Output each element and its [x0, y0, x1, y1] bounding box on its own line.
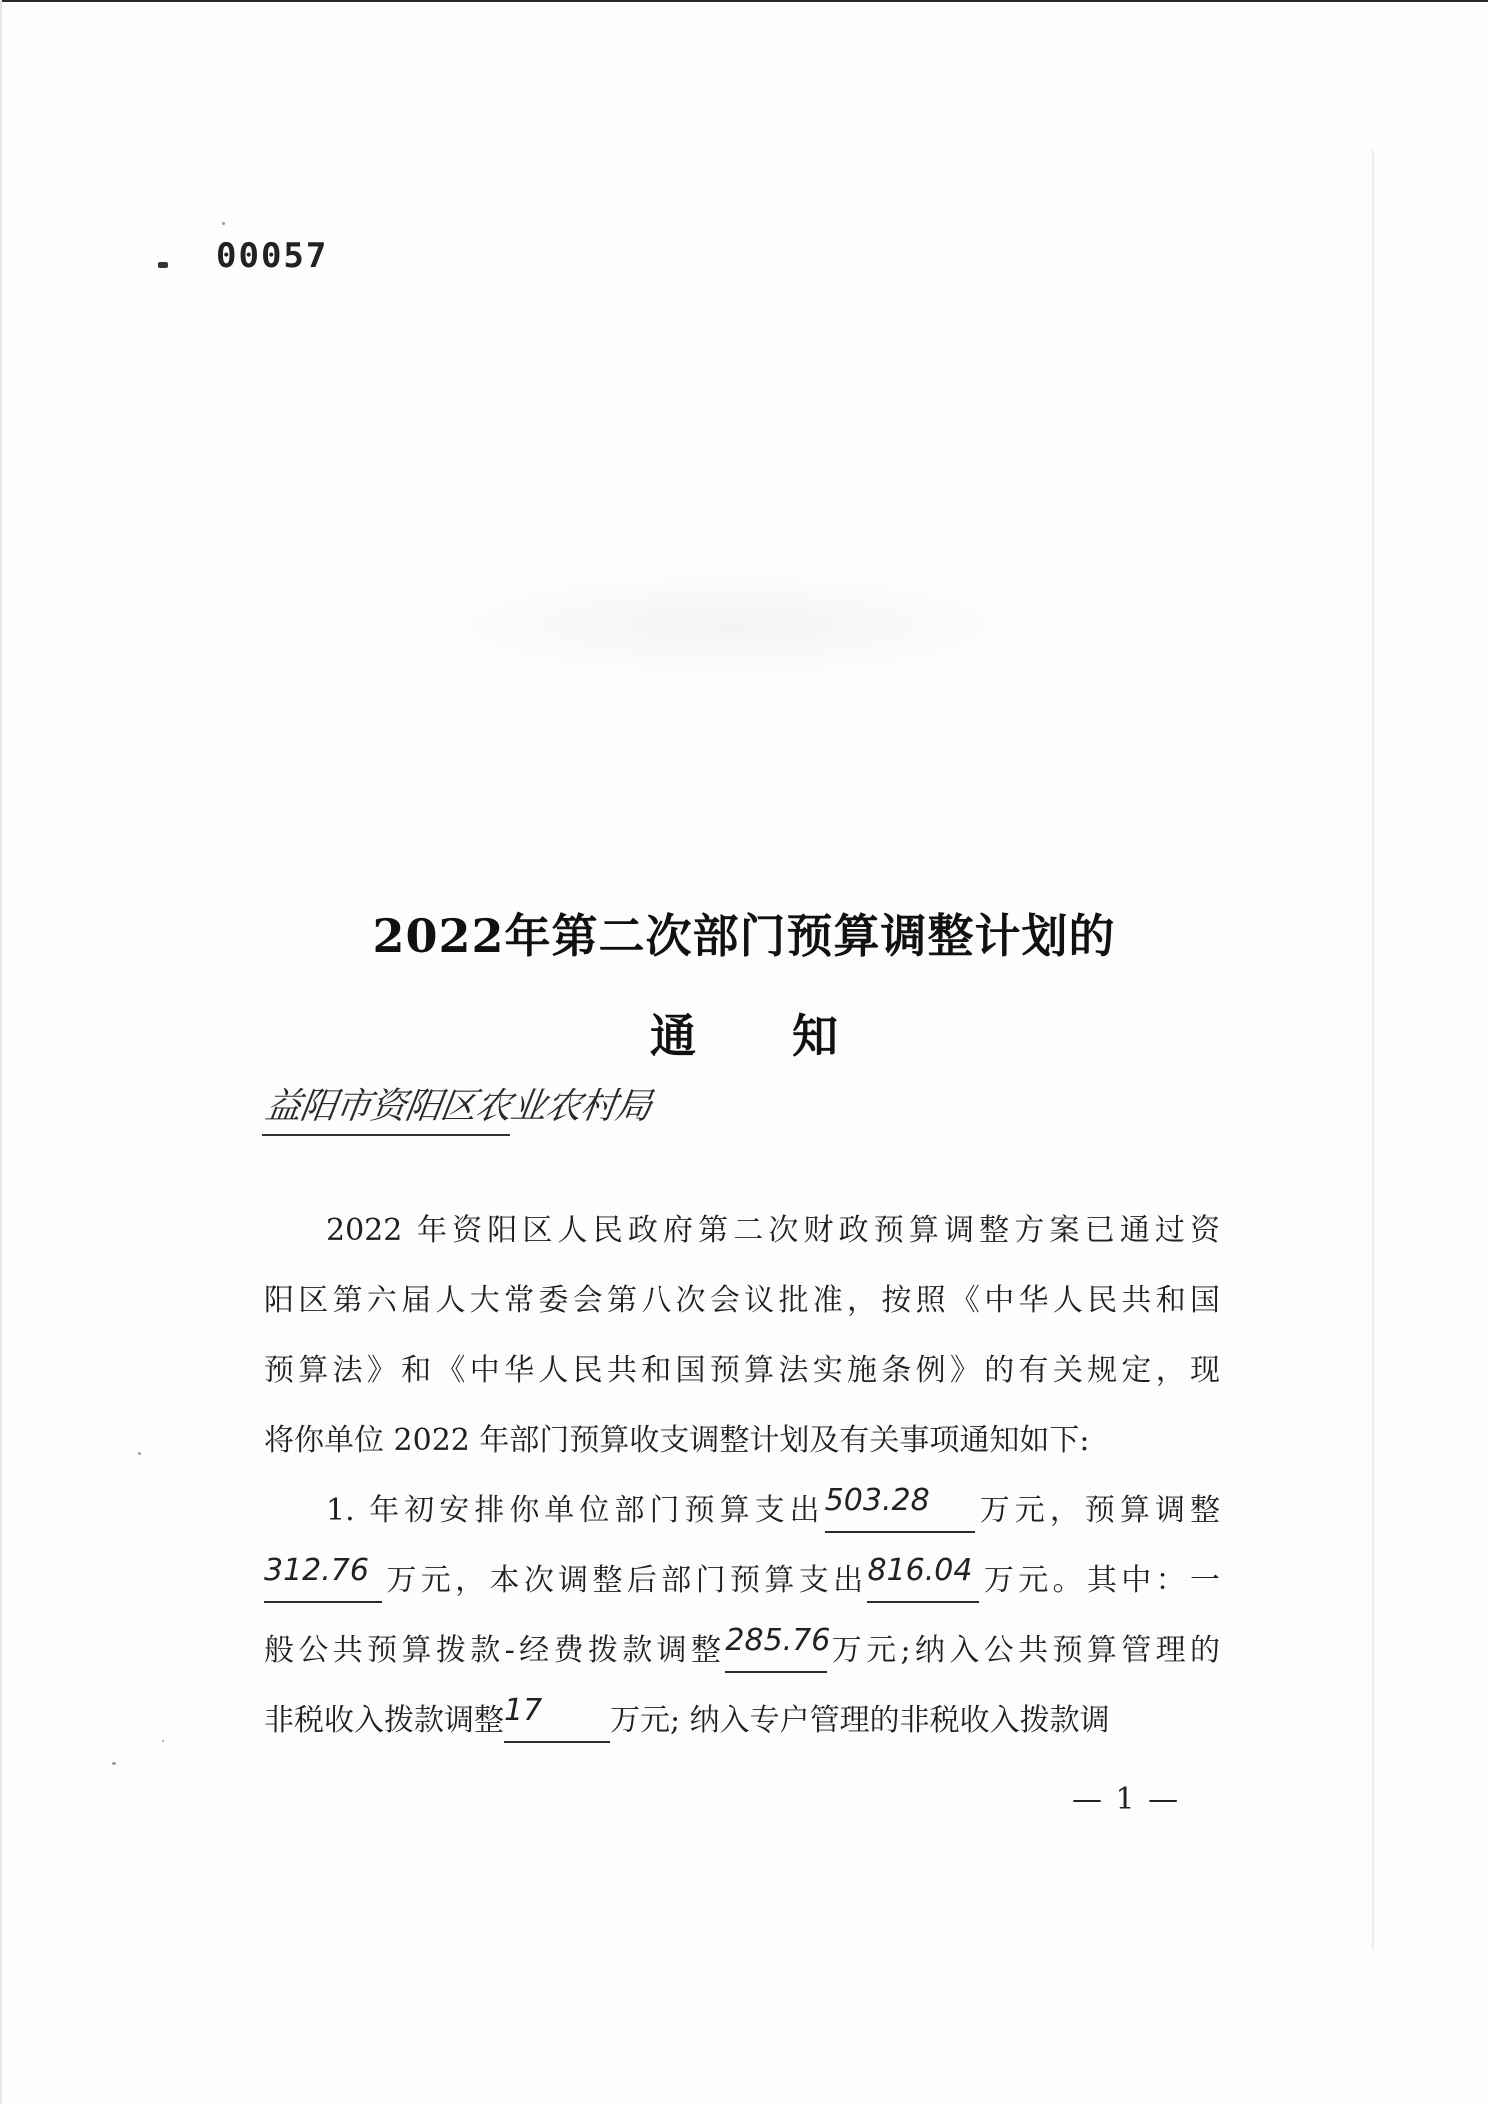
intro-line-1: 2022 年资阳区人民政府第二次财政预算调整方案已通过资 [326, 1213, 1220, 1248]
item-line-1-suffix: 万元，预算调整 [974, 1493, 1220, 1528]
adjusted-budget-value: 816.04 [867, 1553, 973, 1588]
item-line-2 [264, 1546, 1220, 1616]
adjustment-blank [264, 1553, 382, 1603]
scan-speck [138, 1452, 141, 1455]
general-budget-value: 285.76 [725, 1623, 831, 1658]
initial-budget-value: 503.28 [824, 1483, 930, 1518]
handwritten-addressee: 益阳市资阳区农业农村局 [262, 1086, 654, 1127]
item-line-3-prefix: 般公共预算拨款-经费拨款调整 [264, 1633, 726, 1668]
item-line-3-suffix: 万元;纳入公共预算管理的 [827, 1633, 1220, 1668]
document-number: 00057 [216, 236, 329, 276]
item-line-4-prefix: 非税收入拨款调整 [264, 1703, 504, 1738]
scan-speck [162, 1740, 164, 1742]
item-line-1 [264, 1476, 1220, 1546]
document-title: 2022年第二次部门预算调整计划的 [372, 909, 1116, 963]
item-line-2-middle: 万元，本次调整后部门预算支出 [382, 1563, 868, 1598]
intro-line-2: 阳区第六届人大常委会第八次会议批准，按照《中华人民共和国 [264, 1283, 1220, 1318]
scan-top-edge [0, 0, 1488, 2]
document-subtitle: 通知 [650, 1009, 934, 1063]
faded-header-area [420, 570, 1040, 680]
adjustment-value: 312.76 [264, 1553, 369, 1588]
addressee-underline [262, 1134, 510, 1136]
page-number: — 1 — [1072, 1782, 1181, 1817]
non-tax-blank [504, 1693, 610, 1743]
item-line-2-suffix: 万元。其中：一 [979, 1563, 1221, 1598]
initial-budget-blank [824, 1483, 975, 1533]
general-budget-blank [725, 1623, 831, 1673]
intro-line-4: 将你单位 2022 年部门预算收支调整计划及有关事项通知如下: [264, 1423, 1090, 1458]
item-line-1-prefix: 1. 年初安排你单位部门预算支出 [326, 1493, 825, 1528]
item-line-4 [264, 1686, 1220, 1756]
item-line-3 [264, 1616, 1220, 1686]
non-tax-value: 17 [504, 1693, 543, 1728]
scan-mark [158, 262, 168, 268]
adjusted-budget-blank [867, 1553, 979, 1603]
scan-speck [222, 222, 225, 225]
intro-line-3: 预算法》和《中华人民共和国预算法实施条例》的有关规定，现 [264, 1353, 1220, 1388]
item-1-paragraph [264, 1476, 1220, 1756]
intro-paragraph [264, 1196, 1220, 1476]
item-line-4-suffix: 万元; 纳入专户管理的非税收入拨款调 [610, 1703, 1110, 1738]
scan-speck [112, 1762, 116, 1765]
